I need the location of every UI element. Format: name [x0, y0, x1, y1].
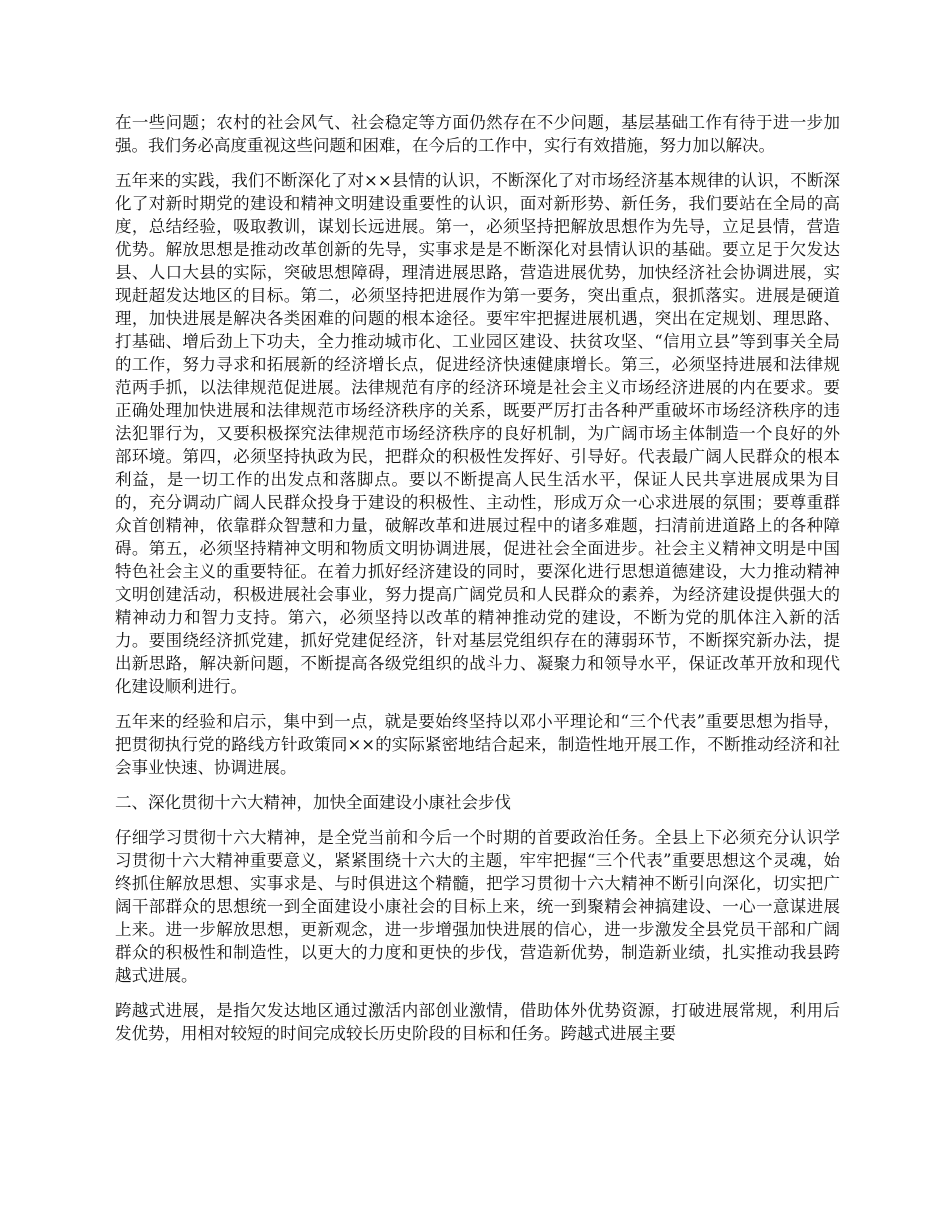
section-heading: 二、深化贯彻十六大精神，加快全面建设小康社会步伐	[115, 793, 511, 812]
paragraph-five-years-experience: 五年来的经验和启示，集中到一点，就是要始终坚持以邓小平理论和“三个代表”重要思想为指导，把贯彻执行党的路线方针政策同××的实际紧密地结合起来，制造性地开展工作，不断推动经济和社会事业快速、协调进展。	[115, 712, 840, 777]
paragraph-problems: 在一些问题；农村的社会风气、社会稳定等方面仍然存在不少问题，基层基础工作有待于进一步加强。我们务必高度重视这些问题和困难，在今后的工作中，实行有效措施，努力加以解决。	[115, 113, 840, 155]
paragraph-five-years-practice: 五年来的实践，我们不断深化了对××县情的认识，不断深化了对市场经济基本规律的认识，不断深化了对新时期党的建设和精神文明建设重要性的认识，面对新形势、新任务，我们要站在全局的高度，总结经验，吸取教训，谋划长远进展。第一，必须坚持把解放思想作为先导，立足县情，营造优势。解放思想是推动改革创新的先导，实事求是是不断深化对县情认识的基础。要立足于欠发达县、人口大县的实际，突破思想障碍，理清进展思路，营造进展优势，加快经济社会协调进展，实现赶超发达地区的目标。第二，必须坚持把进展作为第一要务，突出重点，狠抓落实。进展是硬道理，加快进展是解决各类困难的问题的根本途径。要牢牢把握进展机遇，突出在定规划、理思路、打基础、增后劲上下功夫，全力推动城市化、工业园区建设、扶贫攻坚、“信用立县”等到事关全局的工作，努力寻求和拓展新的经济增长点，促进经济快速健康增长。第三，必须坚持进展和法律规范两手抓，以法律规范促进展。法律规范有序的经济环境是社会主义市场经济进展的内在要求。要正确处理加快进展和法律规范市场经济秩序的关系，既要严厉打击各种严重破坏市场经济秩序的违法犯罪行为，又要积极探究法律规范市场经济秩序的良好机制，为广阔市场主体制造一个良好的外部环境。第四，必须坚持执政为民，把群众的积极性发挥好、引导好。代表最广阔人民群众的根本利益，是一切工作的出发点和落脚点。要以不断提高人民生活水平，保证人民共享进展成果为目的，充分调动广阔人民群众投身于建设的积极性、主动性，形成万众一心求进展的氛围；要尊重群众首创精神，依靠群众智慧和力量，破解改革和进展过程中的诸多难题，扫清前进道路上的各种障碍。第五，必须坚持精神文明和物质文明协调进展，促进社会全面进步。社会主义精神文明是中国特色社会主义的重要特征。在着力抓好经济建设的同时，要深化进行思想道德建设，大力推动精神文明创建活动，积极进展社会事业，努力提高广阔党员和人民群众的素养，为经济建设提供强大的精神动力和智力支持。第六，必须坚持以改革的精神推动党的建设，不断为党的肌体注入新的活力。要围绕经济抓党建，抓好党建促经济，针对基层党组织存在的薄弱环节，不断探究新办法，提出新思路，解决新问题，不断提高各级党组织的战斗力、凝聚力和领导水平，保证改革开放和现代化建设顺利进行。	[115, 171, 840, 696]
paragraph-study-sixteenth-congress: 仔细学习贯彻十六大精神，是全党当前和今后一个时期的首要政治任务。全县上下必须充分认识学习贯彻十六大精神重要意义，紧紧围绕十六大的主题，牢牢把握“三个代表”重要思想这个灵魂，始终抓住解放思想、实事求是、与时俱进这个精髓，把学习贯彻十六大精神不断引向深化，切实把广阔干部群众的思想统一到全面建设小康社会的目标上来，统一到聚精会神搞建设、一心一意谋进展上来。进一步解放思想，更新观念，进一步增强加快进展的信心，进一步激发全县党员干部和广阔群众的积极性和制造性，以更大的力度和更快的步伐，营造新优势，制造新业绩，扎实推动我县跨越式进展。	[115, 828, 840, 985]
paragraph-leapfrog-development: 跨越式进展，是指欠发达地区通过激活内部创业激情，借助体外优势资源，打破进展常规，利用后发优势，用相对较短的时间完成较长历史阶段的目标和任务。跨越式进展主要	[115, 1001, 840, 1043]
document-body	[115, 111, 840, 1057]
